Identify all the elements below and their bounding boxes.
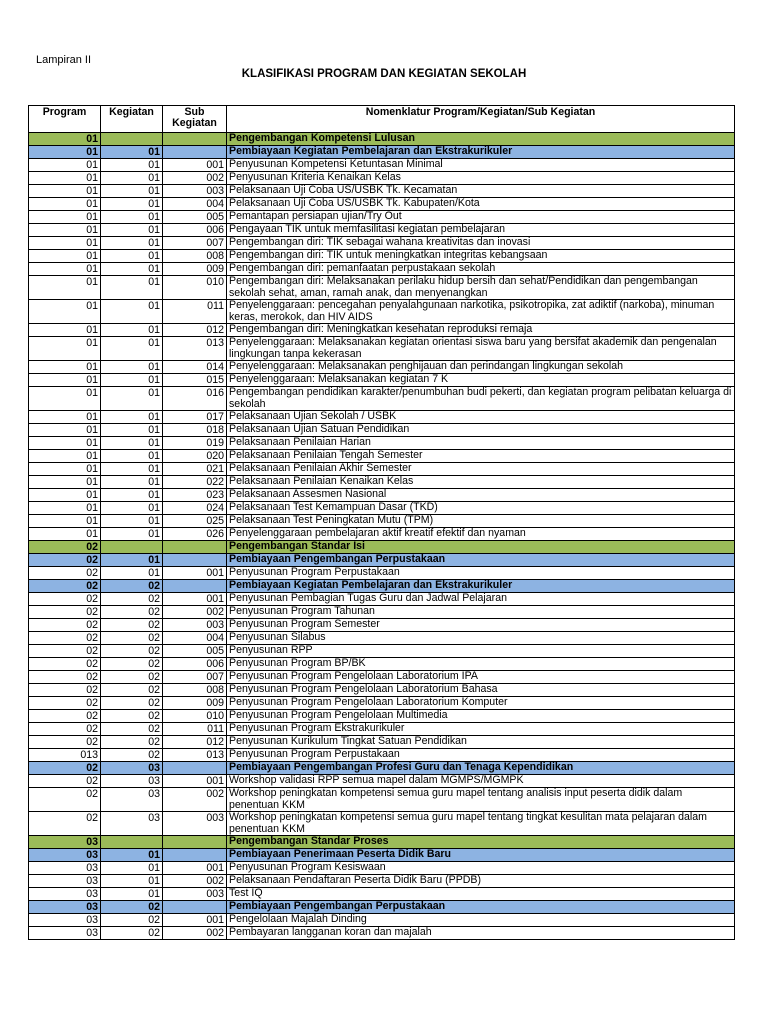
program-cell: 03 <box>29 875 101 888</box>
kegiatan-cell: 01 <box>101 146 163 159</box>
nomenklatur-cell: Penyusunan Pembagian Tugas Guru dan Jadwal Pelajaran <box>227 593 735 606</box>
kegiatan-row <box>29 554 735 567</box>
sub-kegiatan-row <box>29 697 735 710</box>
sub-kegiatan-row <box>29 361 735 374</box>
program-cell: 03 <box>29 836 101 849</box>
program-cell: 01 <box>29 489 101 502</box>
program-cell: 02 <box>29 567 101 580</box>
program-cell: 02 <box>29 580 101 593</box>
program-cell: 02 <box>29 554 101 567</box>
nomenklatur-cell: Pengembangan diri: TIK untuk meningkatkan integritas kebangsaan <box>227 250 735 263</box>
sub-kegiatan-cell <box>163 836 227 849</box>
sub-kegiatan-cell: 005 <box>163 211 227 224</box>
sub-kegiatan-row <box>29 237 735 250</box>
program-cell: 01 <box>29 300 101 324</box>
nomenklatur-cell: Penyusunan Program Perpustakaan <box>227 749 735 762</box>
program-cell: 01 <box>29 133 101 146</box>
header-kegiatan: Kegiatan <box>101 106 163 133</box>
header-program: Program <box>29 106 101 133</box>
kegiatan-cell: 01 <box>101 502 163 515</box>
sub-kegiatan-cell: 003 <box>163 619 227 632</box>
sub-kegiatan-row <box>29 300 735 324</box>
kegiatan-cell: 01 <box>101 198 163 211</box>
program-cell: 01 <box>29 146 101 159</box>
nomenklatur-cell: Pelaksanaan Ujian Sekolah / USBK <box>227 411 735 424</box>
kegiatan-row <box>29 580 735 593</box>
nomenklatur-cell: Penyelenggaraan: pencegahan penyalahgunaan narkotika, psikotropika, zat adiktif (narkoba), minuman keras, merokok, dan HIV AIDS <box>227 300 735 324</box>
nomenklatur-cell: Penyusunan Kompetensi Ketuntasan Minimal <box>227 159 735 172</box>
program-cell: 03 <box>29 888 101 901</box>
program-cell: 02 <box>29 658 101 671</box>
sub-kegiatan-row <box>29 489 735 502</box>
program-cell: 02 <box>29 697 101 710</box>
program-cell: 03 <box>29 849 101 862</box>
sub-kegiatan-cell: 001 <box>163 862 227 875</box>
program-cell: 02 <box>29 775 101 788</box>
sub-kegiatan-row <box>29 606 735 619</box>
kegiatan-cell: 03 <box>101 775 163 788</box>
sub-kegiatan-cell: 019 <box>163 437 227 450</box>
kegiatan-cell: 01 <box>101 185 163 198</box>
kegiatan-cell: 01 <box>101 567 163 580</box>
sub-kegiatan-row <box>29 374 735 387</box>
sub-kegiatan-cell: 005 <box>163 645 227 658</box>
sub-kegiatan-cell: 021 <box>163 463 227 476</box>
nomenklatur-cell: Pelaksanaan Penilaian Kenaikan Kelas <box>227 476 735 489</box>
kegiatan-cell: 01 <box>101 387 163 411</box>
sub-kegiatan-cell: 011 <box>163 723 227 736</box>
program-cell: 02 <box>29 812 101 836</box>
program-cell: 02 <box>29 632 101 645</box>
nomenklatur-cell: Pembiayaan Pengembangan Profesi Guru dan Tenaga Kependidikan <box>227 762 735 775</box>
kegiatan-cell: 01 <box>101 237 163 250</box>
kegiatan-cell: 03 <box>101 788 163 812</box>
sub-kegiatan-row <box>29 411 735 424</box>
nomenklatur-cell: Pelaksanaan Penilaian Harian <box>227 437 735 450</box>
sub-kegiatan-cell <box>163 554 227 567</box>
sub-kegiatan-cell: 025 <box>163 515 227 528</box>
kegiatan-cell: 01 <box>101 888 163 901</box>
lampiran-label: Lampiran II <box>36 54 92 66</box>
nomenklatur-cell: Pembiayaan Kegiatan Pembelajaran dan Ekstrakurikuler <box>227 580 735 593</box>
sub-kegiatan-cell: 001 <box>163 775 227 788</box>
sub-kegiatan-row <box>29 476 735 489</box>
nomenklatur-cell: Penyelenggaraan: Melaksanakan kegiatan orientasi siswa baru yang bersifat akademik dan pengenalan lingkungan tanpa kekerasan <box>227 337 735 361</box>
kegiatan-cell: 01 <box>101 276 163 300</box>
sub-kegiatan-cell: 002 <box>163 606 227 619</box>
sub-kegiatan-cell: 009 <box>163 697 227 710</box>
nomenklatur-cell: Workshop peningkatan kompetensi semua guru mapel tentang tingkat kesulitan mata pelajaran dalam penentuan KKM <box>227 812 735 836</box>
nomenklatur-cell: Penyusunan Kriteria Kenaikan Kelas <box>227 172 735 185</box>
program-cell: 01 <box>29 224 101 237</box>
sub-kegiatan-row <box>29 888 735 901</box>
sub-kegiatan-row <box>29 250 735 263</box>
kegiatan-cell: 01 <box>101 224 163 237</box>
program-cell: 01 <box>29 374 101 387</box>
nomenklatur-cell: Pelaksanaan Test Peningkatan Mutu (TPM) <box>227 515 735 528</box>
kegiatan-cell: 02 <box>101 736 163 749</box>
document-title: KLASIFIKASI PROGRAM DAN KEGIATAN SEKOLAH <box>241 68 527 80</box>
program-cell: 01 <box>29 159 101 172</box>
program-cell: 02 <box>29 593 101 606</box>
kegiatan-cell: 01 <box>101 374 163 387</box>
nomenklatur-cell: Penyusunan Program Pengelolaan Laboratorium Bahasa <box>227 684 735 697</box>
program-cell: 02 <box>29 671 101 684</box>
kegiatan-cell: 01 <box>101 324 163 337</box>
kegiatan-cell: 02 <box>101 671 163 684</box>
sub-kegiatan-cell: 011 <box>163 300 227 324</box>
program-cell: 01 <box>29 263 101 276</box>
nomenklatur-cell: Pembiayaan Pengembangan Perpustakaan <box>227 554 735 567</box>
nomenklatur-cell: Penyusunan Program Pengelolaan Multimedia <box>227 710 735 723</box>
sub-kegiatan-cell: 008 <box>163 250 227 263</box>
sub-kegiatan-cell: 001 <box>163 914 227 927</box>
kegiatan-cell: 02 <box>101 619 163 632</box>
header-nomenklatur: Nomenklatur Program/Kegiatan/Sub Kegiatan <box>227 106 735 133</box>
kegiatan-cell: 02 <box>101 606 163 619</box>
sub-kegiatan-cell: 023 <box>163 489 227 502</box>
program-cell: 01 <box>29 172 101 185</box>
kegiatan-cell: 01 <box>101 862 163 875</box>
kegiatan-cell: 01 <box>101 424 163 437</box>
kegiatan-cell: 01 <box>101 463 163 476</box>
program-cell: 02 <box>29 736 101 749</box>
table-header-row <box>29 106 735 133</box>
sub-kegiatan-cell: 002 <box>163 172 227 185</box>
sub-kegiatan-cell: 014 <box>163 361 227 374</box>
sub-kegiatan-row <box>29 567 735 580</box>
program-row <box>29 836 735 849</box>
kegiatan-cell: 02 <box>101 901 163 914</box>
nomenklatur-cell: Pengembangan diri: Meningkatkan kesehatan reproduksi remaja <box>227 324 735 337</box>
kegiatan-cell: 02 <box>101 658 163 671</box>
sub-kegiatan-row <box>29 211 735 224</box>
program-cell: 01 <box>29 361 101 374</box>
sub-kegiatan-row <box>29 198 735 211</box>
sub-kegiatan-row <box>29 632 735 645</box>
sub-kegiatan-cell: 018 <box>163 424 227 437</box>
program-cell: 02 <box>29 541 101 554</box>
kegiatan-cell: 02 <box>101 914 163 927</box>
program-cell: 01 <box>29 276 101 300</box>
program-cell: 01 <box>29 450 101 463</box>
sub-kegiatan-row <box>29 914 735 927</box>
kegiatan-cell: 01 <box>101 489 163 502</box>
nomenklatur-cell: Pengembangan Standar Proses <box>227 836 735 849</box>
sub-kegiatan-cell <box>163 849 227 862</box>
nomenklatur-cell: Pelaksanaan Assesmen Nasional <box>227 489 735 502</box>
kegiatan-cell: 01 <box>101 172 163 185</box>
sub-kegiatan-cell: 022 <box>163 476 227 489</box>
program-cell: 02 <box>29 762 101 775</box>
header-sub-kegiatan: Sub Kegiatan <box>163 106 227 133</box>
kegiatan-cell: 01 <box>101 875 163 888</box>
nomenklatur-cell: Penyusunan Silabus <box>227 632 735 645</box>
kegiatan-cell <box>101 133 163 146</box>
program-cell: 01 <box>29 185 101 198</box>
kegiatan-cell: 01 <box>101 300 163 324</box>
program-cell: 02 <box>29 606 101 619</box>
kegiatan-cell: 03 <box>101 812 163 836</box>
sub-kegiatan-cell: 003 <box>163 185 227 198</box>
sub-kegiatan-row <box>29 862 735 875</box>
kegiatan-row <box>29 762 735 775</box>
program-cell: 01 <box>29 411 101 424</box>
sub-kegiatan-row <box>29 749 735 762</box>
kegiatan-cell: 02 <box>101 749 163 762</box>
nomenklatur-cell: Penyelenggaraan: Melaksanakan penghijauan dan perindangan lingkungan sekolah <box>227 361 735 374</box>
sub-kegiatan-cell: 007 <box>163 671 227 684</box>
sub-kegiatan-cell <box>163 146 227 159</box>
kegiatan-cell: 02 <box>101 927 163 940</box>
kegiatan-cell: 01 <box>101 849 163 862</box>
sub-kegiatan-row <box>29 927 735 940</box>
sub-kegiatan-row <box>29 710 735 723</box>
sub-kegiatan-row <box>29 593 735 606</box>
nomenklatur-cell: Penyusunan Program Pengelolaan Laboratorium Komputer <box>227 697 735 710</box>
nomenklatur-cell: Pengembangan pendidikan karakter/penumbuhan budi pekerti, dan kegiatan program pelibatan keluarga di sekolah <box>227 387 735 411</box>
kegiatan-cell: 02 <box>101 710 163 723</box>
kegiatan-cell: 01 <box>101 263 163 276</box>
sub-kegiatan-row <box>29 276 735 300</box>
sub-kegiatan-row <box>29 788 735 812</box>
nomenklatur-cell: Pengelolaan Majalah Dinding <box>227 914 735 927</box>
sub-kegiatan-row <box>29 185 735 198</box>
sub-kegiatan-row <box>29 812 735 836</box>
program-cell: 03 <box>29 914 101 927</box>
nomenklatur-cell: Penyusunan Program BP/BK <box>227 658 735 671</box>
sub-kegiatan-row <box>29 172 735 185</box>
nomenklatur-cell: Pengembangan diri: pemanfaatan perpustakaan sekolah <box>227 263 735 276</box>
sub-kegiatan-cell: 001 <box>163 159 227 172</box>
sub-kegiatan-cell: 003 <box>163 888 227 901</box>
kegiatan-cell: 01 <box>101 159 163 172</box>
nomenklatur-cell: Workshop peningkatan kompetensi semua guru mapel tentang analisis input peserta didik dalam penentuan KKM <box>227 788 735 812</box>
program-cell: 01 <box>29 528 101 541</box>
program-cell: 01 <box>29 211 101 224</box>
program-cell: 02 <box>29 723 101 736</box>
program-cell: 013 <box>29 749 101 762</box>
sub-kegiatan-row <box>29 224 735 237</box>
program-cell: 03 <box>29 862 101 875</box>
sub-kegiatan-cell: 015 <box>163 374 227 387</box>
kegiatan-cell: 01 <box>101 250 163 263</box>
sub-kegiatan-row <box>29 775 735 788</box>
nomenklatur-cell: Penyusunan Program Ekstrakurikuler <box>227 723 735 736</box>
sub-kegiatan-cell: 006 <box>163 224 227 237</box>
nomenklatur-cell: Penyelenggaraan pembelajaran aktif kreatif efektif dan nyaman <box>227 528 735 541</box>
sub-kegiatan-row <box>29 736 735 749</box>
nomenklatur-cell: Pelaksanaan Uji Coba US/USBK Tk. Kabupaten/Kota <box>227 198 735 211</box>
program-cell: 01 <box>29 198 101 211</box>
sub-kegiatan-cell: 024 <box>163 502 227 515</box>
nomenklatur-cell: Pelaksanaan Pendaftaran Peserta Didik Baru (PPDB) <box>227 875 735 888</box>
nomenklatur-cell: Pengayaan TIK untuk memfasilitasi kegiatan pembelajaran <box>227 224 735 237</box>
program-cell: 02 <box>29 710 101 723</box>
sub-kegiatan-row <box>29 263 735 276</box>
sub-kegiatan-cell: 006 <box>163 658 227 671</box>
kegiatan-cell: 02 <box>101 593 163 606</box>
sub-kegiatan-row <box>29 671 735 684</box>
sub-kegiatan-row <box>29 528 735 541</box>
nomenklatur-cell: Workshop validasi RPP semua mapel dalam MGMPS/MGMPK <box>227 775 735 788</box>
sub-kegiatan-cell: 002 <box>163 875 227 888</box>
nomenklatur-cell: Test IQ <box>227 888 735 901</box>
program-row <box>29 541 735 554</box>
sub-kegiatan-row <box>29 502 735 515</box>
kegiatan-cell: 01 <box>101 450 163 463</box>
sub-kegiatan-cell: 007 <box>163 237 227 250</box>
nomenklatur-cell: Pelaksanaan Test Kemampuan Dasar (TKD) <box>227 502 735 515</box>
program-cell: 01 <box>29 337 101 361</box>
kegiatan-cell: 03 <box>101 762 163 775</box>
sub-kegiatan-row <box>29 684 735 697</box>
nomenklatur-cell: Pembiayaan Pengembangan Perpustakaan <box>227 901 735 914</box>
sub-kegiatan-row <box>29 658 735 671</box>
sub-kegiatan-cell <box>163 901 227 914</box>
sub-kegiatan-cell: 010 <box>163 710 227 723</box>
sub-kegiatan-row <box>29 437 735 450</box>
nomenklatur-cell: Penyusunan Program Tahunan <box>227 606 735 619</box>
nomenklatur-cell: Penyusunan Program Pengelolaan Laboratorium IPA <box>227 671 735 684</box>
sub-kegiatan-cell <box>163 580 227 593</box>
program-cell: 01 <box>29 250 101 263</box>
kegiatan-cell: 01 <box>101 437 163 450</box>
sub-kegiatan-cell: 013 <box>163 749 227 762</box>
nomenklatur-cell: Penyusunan Program Kesiswaan <box>227 862 735 875</box>
sub-kegiatan-row <box>29 515 735 528</box>
sub-kegiatan-cell: 017 <box>163 411 227 424</box>
nomenklatur-cell: Pengembangan diri: Melaksanakan perilaku hidup bersih dan sehat/Pendidikan dan pengembangan sekolah sehat, aman, ramah anak, dan menyenangkan <box>227 276 735 300</box>
nomenklatur-cell: Pengembangan diri: TIK sebagai wahana kreativitas dan inovasi <box>227 237 735 250</box>
program-cell: 02 <box>29 684 101 697</box>
program-cell: 01 <box>29 424 101 437</box>
sub-kegiatan-cell: 016 <box>163 387 227 411</box>
kegiatan-cell: 02 <box>101 632 163 645</box>
kegiatan-cell: 01 <box>101 515 163 528</box>
nomenklatur-cell: Penyelenggaraan: Melaksanakan kegiatan 7 K <box>227 374 735 387</box>
sub-kegiatan-cell: 001 <box>163 593 227 606</box>
sub-kegiatan-cell: 001 <box>163 567 227 580</box>
sub-kegiatan-cell: 012 <box>163 324 227 337</box>
kegiatan-cell: 01 <box>101 337 163 361</box>
sub-kegiatan-cell: 012 <box>163 736 227 749</box>
sub-kegiatan-row <box>29 645 735 658</box>
sub-kegiatan-cell <box>163 541 227 554</box>
kegiatan-cell: 02 <box>101 684 163 697</box>
sub-kegiatan-cell: 009 <box>163 263 227 276</box>
sub-kegiatan-cell: 002 <box>163 788 227 812</box>
sub-kegiatan-cell <box>163 762 227 775</box>
program-cell: 01 <box>29 502 101 515</box>
kegiatan-cell <box>101 541 163 554</box>
nomenklatur-cell: Penyusunan Kurikulum Tingkat Satuan Pendidikan <box>227 736 735 749</box>
sub-kegiatan-row <box>29 723 735 736</box>
kegiatan-cell: 01 <box>101 211 163 224</box>
kegiatan-cell: 02 <box>101 645 163 658</box>
kegiatan-cell: 01 <box>101 528 163 541</box>
kegiatan-row <box>29 849 735 862</box>
sub-kegiatan-cell: 026 <box>163 528 227 541</box>
kegiatan-cell: 02 <box>101 580 163 593</box>
nomenklatur-cell: Pelaksanaan Ujian Satuan Pendidikan <box>227 424 735 437</box>
sub-kegiatan-row <box>29 875 735 888</box>
program-cell: 01 <box>29 387 101 411</box>
program-cell: 02 <box>29 788 101 812</box>
sub-kegiatan-cell <box>163 133 227 146</box>
nomenklatur-cell: Pelaksanaan Penilaian Tengah Semester <box>227 450 735 463</box>
program-cell: 02 <box>29 645 101 658</box>
sub-kegiatan-cell: 008 <box>163 684 227 697</box>
classification-table <box>28 105 735 940</box>
sub-kegiatan-row <box>29 337 735 361</box>
kegiatan-cell <box>101 836 163 849</box>
sub-kegiatan-row <box>29 424 735 437</box>
sub-kegiatan-cell: 020 <box>163 450 227 463</box>
sub-kegiatan-row <box>29 159 735 172</box>
program-row <box>29 133 735 146</box>
sub-kegiatan-row <box>29 463 735 476</box>
sub-kegiatan-cell: 010 <box>163 276 227 300</box>
nomenklatur-cell: Pembayaran langganan koran dan majalah <box>227 927 735 940</box>
sub-kegiatan-row <box>29 324 735 337</box>
nomenklatur-cell: Pelaksanaan Uji Coba US/USBK Tk. Kecamatan <box>227 185 735 198</box>
kegiatan-cell: 02 <box>101 697 163 710</box>
nomenklatur-cell: Pengembangan Kompetensi Lulusan <box>227 133 735 146</box>
sub-kegiatan-cell: 004 <box>163 198 227 211</box>
kegiatan-cell: 01 <box>101 411 163 424</box>
nomenklatur-cell: Penyusunan RPP <box>227 645 735 658</box>
kegiatan-cell: 02 <box>101 723 163 736</box>
sub-kegiatan-cell: 013 <box>163 337 227 361</box>
kegiatan-cell: 01 <box>101 361 163 374</box>
sub-kegiatan-row <box>29 450 735 463</box>
program-cell: 02 <box>29 619 101 632</box>
nomenklatur-cell: Penyusunan Program Semester <box>227 619 735 632</box>
program-cell: 03 <box>29 901 101 914</box>
nomenklatur-cell: Pengembangan Standar Isi <box>227 541 735 554</box>
sub-kegiatan-cell: 003 <box>163 812 227 836</box>
sub-kegiatan-row <box>29 387 735 411</box>
program-cell: 01 <box>29 515 101 528</box>
kegiatan-cell: 01 <box>101 476 163 489</box>
program-cell: 01 <box>29 437 101 450</box>
program-cell: 01 <box>29 463 101 476</box>
sub-kegiatan-cell: 002 <box>163 927 227 940</box>
nomenklatur-cell: Pembiayaan Kegiatan Pembelajaran dan Ekstrakurikuler <box>227 146 735 159</box>
kegiatan-row <box>29 901 735 914</box>
program-cell: 01 <box>29 237 101 250</box>
nomenklatur-cell: Pelaksanaan Penilaian Akhir Semester <box>227 463 735 476</box>
program-cell: 01 <box>29 476 101 489</box>
nomenklatur-cell: Pembiayaan Penerimaan Peserta Didik Baru <box>227 849 735 862</box>
nomenklatur-cell: Pemantapan persiapan ujian/Try Out <box>227 211 735 224</box>
kegiatan-cell: 01 <box>101 554 163 567</box>
sub-kegiatan-row <box>29 619 735 632</box>
program-cell: 03 <box>29 927 101 940</box>
nomenklatur-cell: Penyusunan Program Perpustakaan <box>227 567 735 580</box>
kegiatan-row <box>29 146 735 159</box>
table-body <box>29 133 735 940</box>
program-cell: 01 <box>29 324 101 337</box>
sub-kegiatan-cell: 004 <box>163 632 227 645</box>
